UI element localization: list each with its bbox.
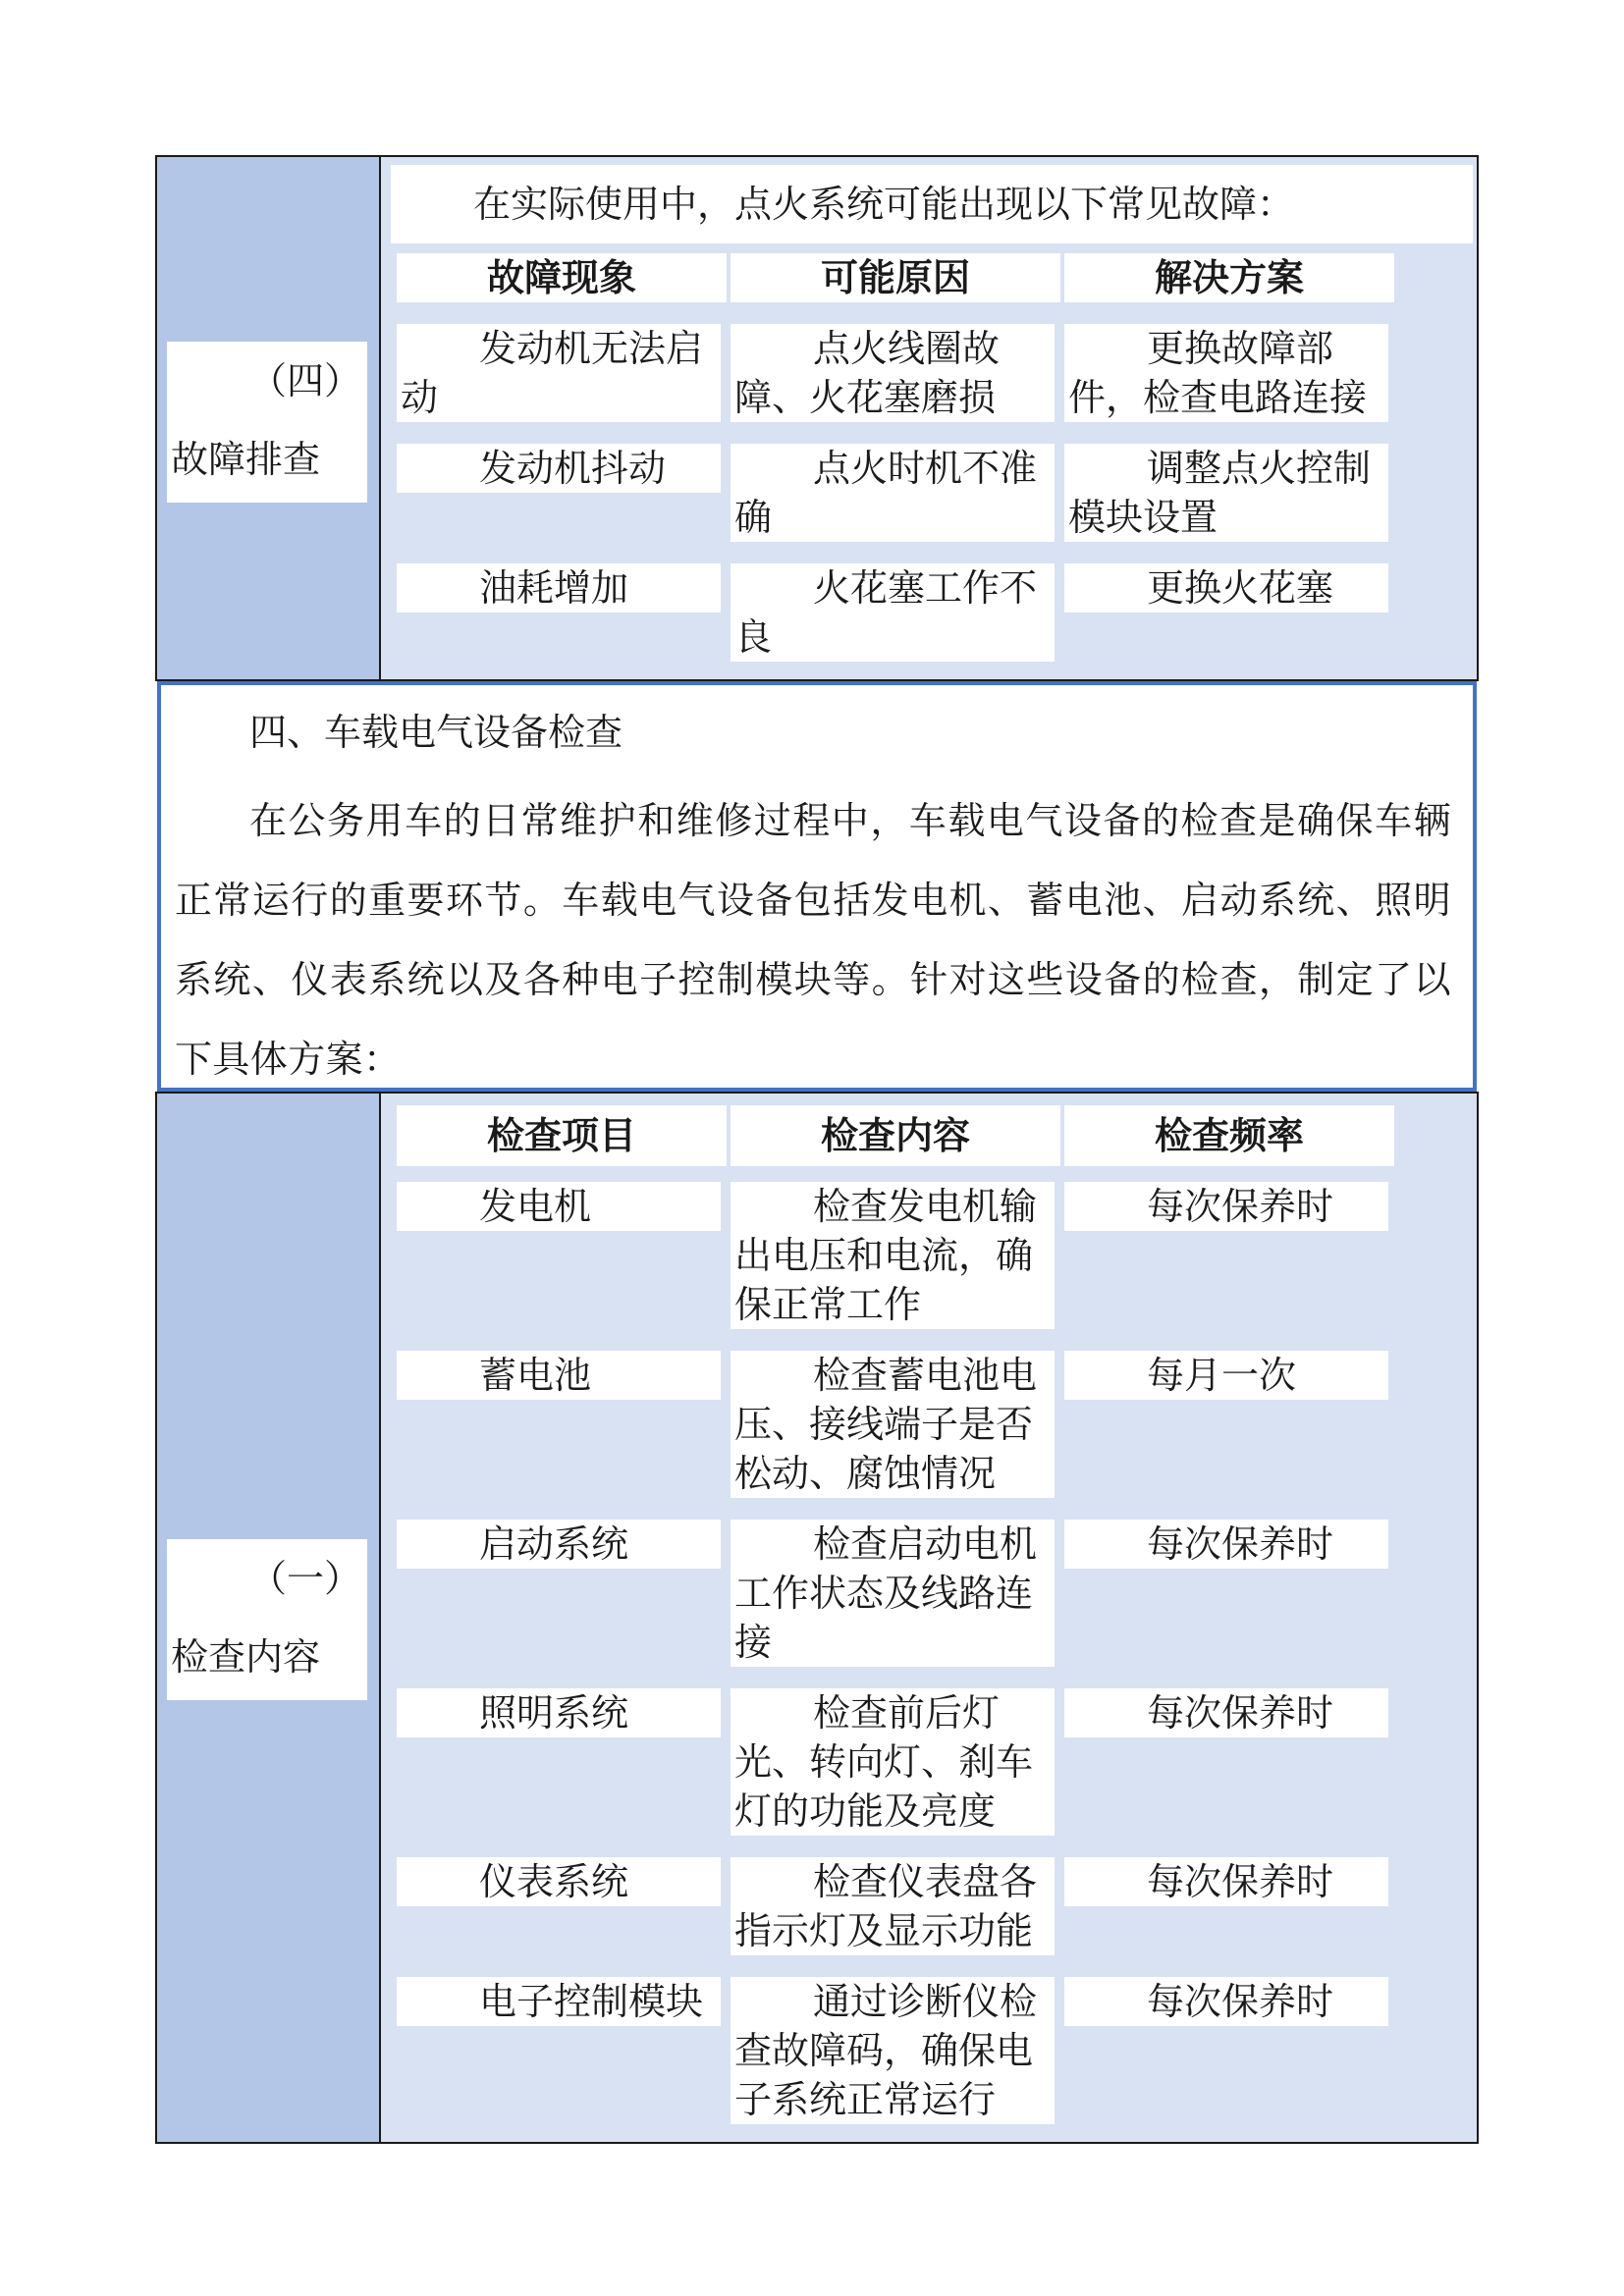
- section-number: （一）: [249, 1557, 362, 1600]
- table-row-solution: 更换故障部件，检查电路连接: [1064, 324, 1388, 422]
- table-row-symptom: 油耗增加: [397, 563, 721, 613]
- table-row-frequency: 每次保养时: [1064, 1857, 1388, 1906]
- table-header-frequency: 检查频率: [1064, 1105, 1394, 1166]
- table-row-symptom: 发动机抖动: [397, 444, 721, 493]
- troubleshooting-section: [155, 155, 1479, 681]
- table-row-symptom: 发动机无法启动: [397, 324, 721, 422]
- table-header-solution: 解决方案: [1064, 253, 1394, 302]
- section-title: 故障排查: [171, 438, 321, 481]
- table-row-content: 检查前后灯光、转向灯、刹车灯的功能及亮度: [731, 1688, 1055, 1836]
- table-row-frequency: 每次保养时: [1064, 1520, 1388, 1569]
- table-header-cause: 可能原因: [731, 253, 1060, 302]
- troubleshooting-label-column: [157, 157, 381, 679]
- section-number: （四）: [249, 359, 362, 402]
- table-row-content: 检查启动电机工作状态及线路连接: [731, 1520, 1055, 1667]
- table-row-content: 检查发电机输出电压和电流，确保正常工作: [731, 1182, 1055, 1329]
- table-row-content: 通过诊断仪检查故障码，确保电子系统正常运行: [731, 1977, 1055, 2124]
- inspection-section: [155, 1092, 1479, 2144]
- table-row-cause: 火花塞工作不良: [731, 563, 1055, 662]
- table-row-frequency: 每次保养时: [1064, 1977, 1388, 2026]
- table-row-item: 发电机: [397, 1182, 721, 1231]
- table-row-content: 检查仪表盘各指示灯及显示功能: [731, 1857, 1055, 1955]
- table-row-item: 启动系统: [397, 1520, 721, 1569]
- electrical-heading: 四、车载电气设备检查: [249, 711, 623, 754]
- troubleshooting-intro: 在实际使用中，点火系统可能出现以下常见故障：: [391, 165, 1473, 243]
- table-row-item: 电子控制模块: [397, 1977, 721, 2026]
- table-header-item: 检查项目: [397, 1105, 727, 1166]
- troubleshooting-content-column: [381, 157, 1477, 679]
- inspection-section-label: [167, 1539, 367, 1700]
- table-row-solution: 调整点火控制模块设置: [1064, 444, 1388, 542]
- electrical-intro-box: [157, 681, 1477, 1092]
- table-row-item: 蓄电池: [397, 1351, 721, 1400]
- electrical-paragraph: 在公务用车的日常维护和维修过程中，车载电气设备的检查是确保车辆正常运行的重要环节。车载电气设备包括发电机、蓄电池、启动系统、照明系统、仪表系统以及各种电子控制模块等。针对这些设备的检查，制定了以下具体方案：: [175, 799, 1451, 1081]
- table-row-cause: 点火线圈故障、火花塞磨损: [731, 324, 1055, 422]
- table-header-content: 检查内容: [731, 1105, 1060, 1166]
- table-row-frequency: 每次保养时: [1064, 1182, 1388, 1231]
- table-row-cause: 点火时机不准确: [731, 444, 1055, 542]
- table-row-solution: 更换火花塞: [1064, 563, 1388, 613]
- table-row-item: 照明系统: [397, 1688, 721, 1737]
- inspection-content-column: [381, 1094, 1477, 2142]
- table-row-item: 仪表系统: [397, 1857, 721, 1906]
- inspection-label-column: [157, 1094, 381, 2142]
- section-title: 检查内容: [171, 1635, 321, 1679]
- table-row-frequency: 每次保养时: [1064, 1688, 1388, 1737]
- table-row-content: 检查蓄电池电压、接线端子是否松动、腐蚀情况: [731, 1351, 1055, 1498]
- troubleshooting-section-label: [167, 342, 367, 503]
- table-header-symptom: 故障现象: [397, 253, 727, 302]
- table-row-frequency: 每月一次: [1064, 1351, 1388, 1400]
